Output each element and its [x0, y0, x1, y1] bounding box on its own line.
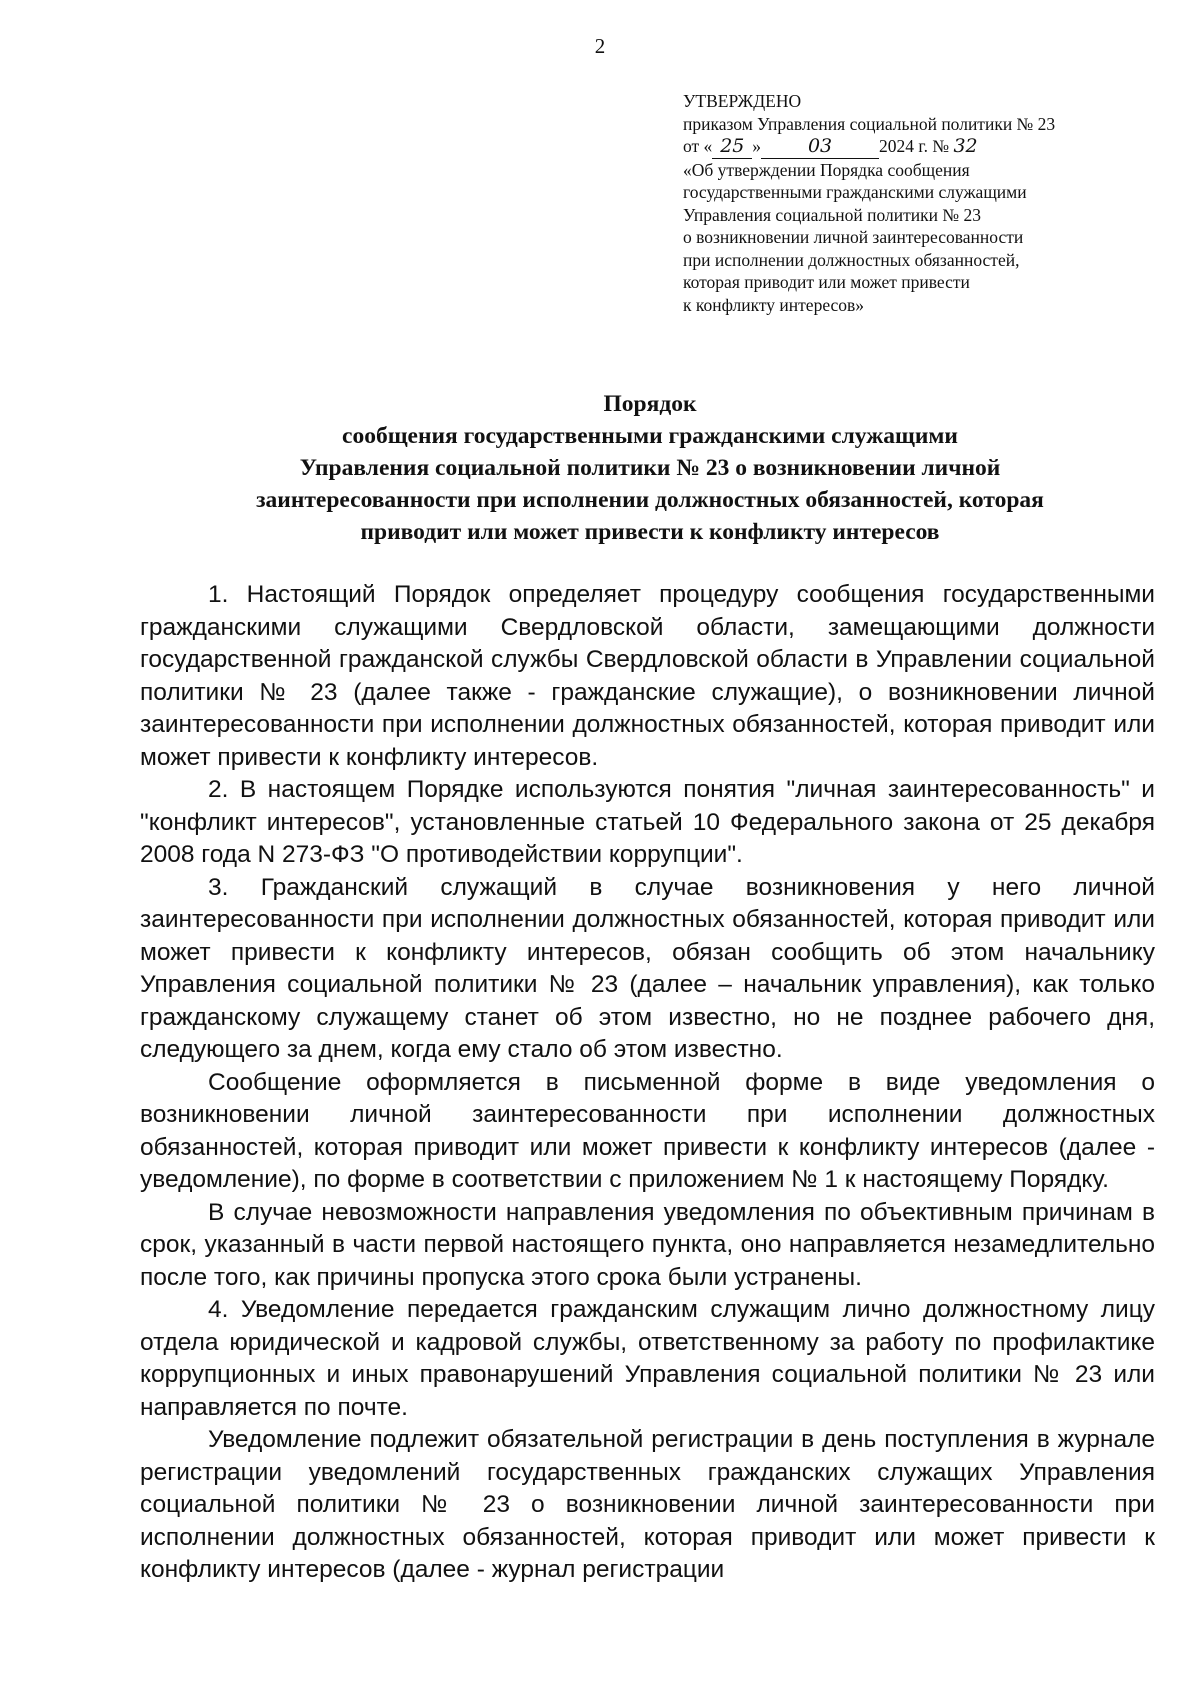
paragraph-4: 4. Уведомление передается гражданским служащим лично должностному лицу отдела юридической и кадровой службы, ответственному за работу по профилактике коррупционных и иных правонарушений Управления социальной политики № 23 или направляется по почте. [140, 1296, 1155, 1421]
approval-stamp [683, 90, 1153, 316]
date-prefix: от « [683, 136, 713, 156]
document-title [140, 388, 1160, 548]
approval-subject-line: к конфликту интересов» [683, 294, 865, 315]
date-separator: » [752, 136, 762, 156]
title-line: приводит или может привести к конфликту интересов [360, 519, 940, 545]
handwritten-day: 25 [712, 135, 752, 159]
document-body [140, 579, 1155, 1587]
date-year: 2024 г. № [879, 136, 950, 156]
title-line: Порядок [603, 391, 697, 417]
approval-subject-line: Управления социальной политики № 23 [683, 204, 981, 225]
paragraph-3-notification-form: Сообщение оформляется в письменной форме в виде уведомления о возникновении личной заинтересованности при исполнении должностных обязанностей, которая приводит или может привести к конфликту интересов (далее - уведомление), по форме в соответствии с приложением № 1 к настоящему Порядку. [140, 1068, 1155, 1193]
title-line: заинтересованности при исполнении должностных обязанностей, которая [256, 487, 1044, 513]
handwritten-month: 03 [761, 135, 879, 159]
title-line: Управления социальной политики № 23 о возникновении личной [299, 455, 1001, 481]
paragraph-3: 3. Гражданский служащий в случае возникновения у него личной заинтересованности при исполнении должностных обязанностей, которая приводит или может привести к конфликту интересов, обязан сообщить об этом начальнику Управления социальной политики № 23 (далее – начальник управления), как только гражданскому служащему станет об этом известно, но не позднее рабочего дня, следующего за днем, когда ему стало об этом известно. [140, 873, 1155, 1063]
approval-order-line: приказом Управления социальной политики № 23 [683, 113, 1056, 134]
page-number: 2 [594, 34, 606, 58]
paragraph-2: 2. В настоящем Порядке используются понятия "личная заинтересованность" и "конфликт интересов", установленные статьей 10 Федерального закона от 25 декабря 2008 года N 273-ФЗ "О противодействии коррупции". [140, 776, 1155, 868]
approval-subject-line: о возникновении личной заинтересованности [683, 227, 1024, 247]
approval-subject-line: которая приводит или может привести [683, 272, 970, 292]
title-line: сообщения государственными гражданскими служащими [342, 423, 958, 449]
paragraph-3-delay: В случае невозможности направления уведомления по объективным причинам в срок, указанный в части первой настоящего пункта, оно направляется незамедлительно после того, как причины пропуска этого срока были устранены. [140, 1198, 1155, 1291]
approval-heading: УТВЕРЖДЕНО [683, 91, 802, 111]
handwritten-order-number: 32 [953, 135, 978, 157]
approval-subject-line: «Об утверждении Порядка сообщения [683, 159, 970, 180]
approval-subject-line: при исполнении должностных обязанностей, [683, 249, 1020, 270]
paragraph-4-registration: Уведомление подлежит обязательной регистрации в день поступления в журнале регистрации уведомлений государственных гражданских служащих Управления социальной политики № 23 о возникновении личной заинтересованности при исполнении должностных обязанностей, которая приводит или может привести к конфликту интересов (далее - журнал регистрации [140, 1426, 1155, 1583]
paragraph-1: 1. Настоящий Порядок определяет процедуру сообщения государственными гражданскими служащими Свердловской области, замещающими должности государственной гражданской службы Свердловской области в Управлении социальной политики № 23 (далее также - гражданские служащие), о возникновении личной заинтересованности при исполнении должностных обязанностей, которая приводит или может привести к конфликту интересов. [140, 581, 1155, 771]
approval-date-line [683, 135, 1153, 159]
approval-subject-line: государственными гражданскими служащими [683, 182, 1027, 202]
